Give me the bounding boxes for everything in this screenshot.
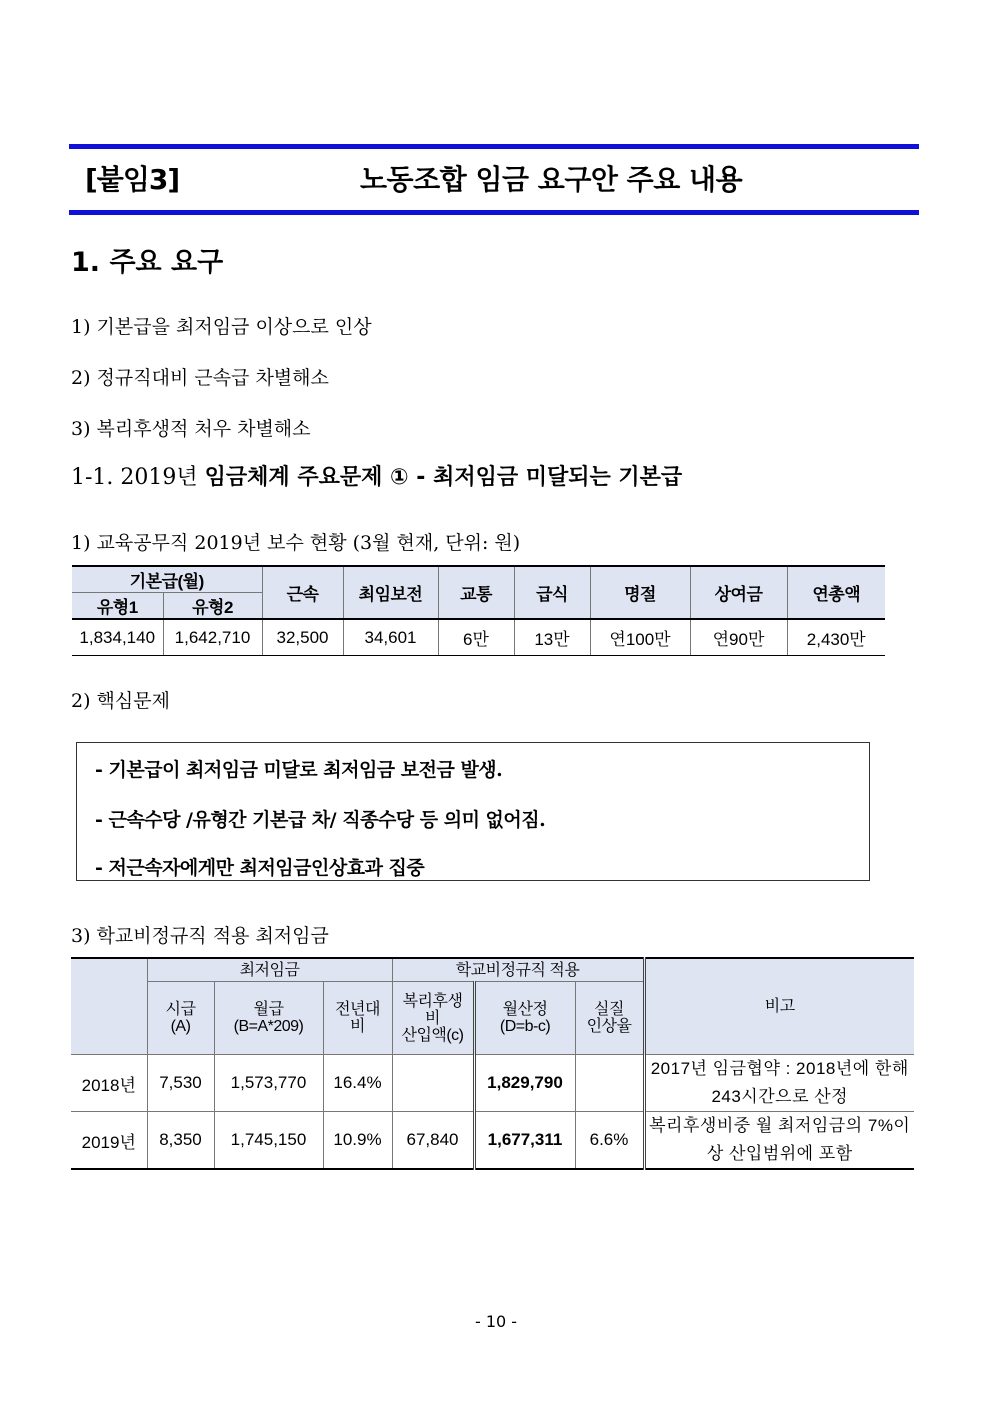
row-2018-monthly: 1,573,770 — [214, 1055, 323, 1112]
attachment-tag: [붙임3] — [85, 163, 180, 196]
row-2019-yoy: 10.9% — [323, 1112, 392, 1170]
row-2019-real: 6.6% — [575, 1112, 644, 1170]
header-holiday: 명절 — [590, 566, 690, 619]
table3-caption: 3) 학교비정규직 적용 최저임금 — [71, 925, 329, 947]
row-2018-year: 2018년 — [71, 1055, 147, 1112]
cell-holiday: 연100만 — [590, 619, 690, 656]
cell-type2: 1,642,710 — [163, 619, 262, 656]
demand-item-1: 1) 기본급을 최저임금 이상으로 인상 — [71, 316, 372, 338]
header-hourly-text: 시급 (A) — [165, 1001, 196, 1035]
note-header: 비고 — [644, 958, 914, 1055]
base-pay-header: 기본급(월) — [72, 566, 262, 593]
header-meal: 급식 — [514, 566, 590, 619]
core-issue-line-2: - 근속수당 /유형간 기본급 차/ 직종수당 등 의미 없어짐. — [95, 809, 546, 831]
core-issue-line-3: - 저근속자에게만 최저임금인상효과 집중 — [95, 857, 425, 879]
pay-status-table — [72, 565, 885, 656]
header-welfare-text: 복리후생 비 산입액(c) — [401, 992, 464, 1044]
cell-meal: 13만 — [514, 619, 590, 656]
document-title: 노동조합 임금 요구안 주요 내용 — [360, 163, 743, 196]
cell-annual-total: 2,430만 — [787, 619, 885, 656]
cell-type1: 1,834,140 — [72, 619, 163, 656]
row-2018-calc: 1,829,790 — [474, 1055, 575, 1112]
header-transport: 교통 — [438, 566, 514, 619]
row-2018-yoy: 16.4% — [323, 1055, 392, 1112]
header-yoy — [323, 982, 392, 1055]
demand-item-3: 3) 복리후생적 처우 차별해소 — [71, 418, 311, 440]
row-2018-note: 2017년 임금협약 : 2018년에 한해 243시간으로 산정 — [644, 1055, 914, 1112]
page-number: - 10 - — [474, 1312, 518, 1331]
title-bottom-rule — [69, 210, 919, 215]
header-monthly — [214, 982, 323, 1055]
row-2019-monthly: 1,745,150 — [214, 1112, 323, 1170]
header-type1: 유형1 — [72, 593, 163, 620]
header-min-wage-comp: 최임보전 — [343, 566, 438, 619]
demand-item-2: 2) 정규직대비 근속급 차별해소 — [71, 367, 329, 389]
header-seniority: 근속 — [262, 566, 343, 619]
cell-transport: 6만 — [438, 619, 514, 656]
header-real-rate — [575, 982, 644, 1055]
row-2019-note: 복리후생비중 월 최저임금의 7%이상 산입범위에 포함 — [644, 1112, 914, 1170]
min-wage-table — [71, 957, 914, 1170]
header-calc-text: 월산정 (D=b-c) — [499, 1001, 551, 1035]
row-2019-calc: 1,677,311 — [474, 1112, 575, 1170]
row-2019-hourly: 8,350 — [147, 1112, 214, 1170]
school-applied-group-header: 학교비정규직 적용 — [392, 958, 644, 982]
section-heading: 1. 주요 요구 — [71, 247, 224, 278]
subsection-heading-prefix: 1-1. 2019년 — [71, 465, 205, 490]
header-calc — [474, 982, 575, 1055]
header-bonus: 상여금 — [690, 566, 787, 619]
core-issue-box — [76, 742, 870, 881]
cell-seniority: 32,500 — [262, 619, 343, 656]
row-2019-year: 2019년 — [71, 1112, 147, 1170]
header-yoy-text: 전년대 비 — [335, 1001, 380, 1035]
header-welfare — [392, 982, 474, 1055]
header-annual-total: 연총액 — [787, 566, 885, 619]
title-top-rule — [69, 144, 919, 149]
min-wage-group-header: 최저임금 — [147, 958, 392, 982]
subsection-heading-rest: 임금체계 주요문제 ① - 최저임금 미달되는 기본급 — [204, 465, 683, 490]
year-header-blank — [71, 958, 147, 1055]
cell-min-wage-comp: 34,601 — [343, 619, 438, 656]
core-issue-caption: 2) 핵심문제 — [71, 690, 170, 712]
header-monthly-text: 월급 (B=A*209) — [233, 1001, 304, 1035]
row-2018-hourly: 7,530 — [147, 1055, 214, 1112]
header-hourly — [147, 982, 214, 1055]
row-2018-real — [575, 1055, 644, 1112]
table1-caption: 1) 교육공무직 2019년 보수 현황 (3월 현재, 단위: 원) — [71, 532, 521, 554]
subsection-heading — [71, 460, 682, 491]
header-real-rate-text: 실질 인상율 — [586, 1001, 632, 1035]
row-2019-welfare: 67,840 — [392, 1112, 474, 1170]
cell-bonus: 연90만 — [690, 619, 787, 656]
row-2018-welfare — [392, 1055, 474, 1112]
core-issue-line-1: - 기본급이 최저임금 미달로 최저임금 보전금 발생. — [95, 759, 503, 781]
header-type2: 유형2 — [163, 593, 262, 620]
